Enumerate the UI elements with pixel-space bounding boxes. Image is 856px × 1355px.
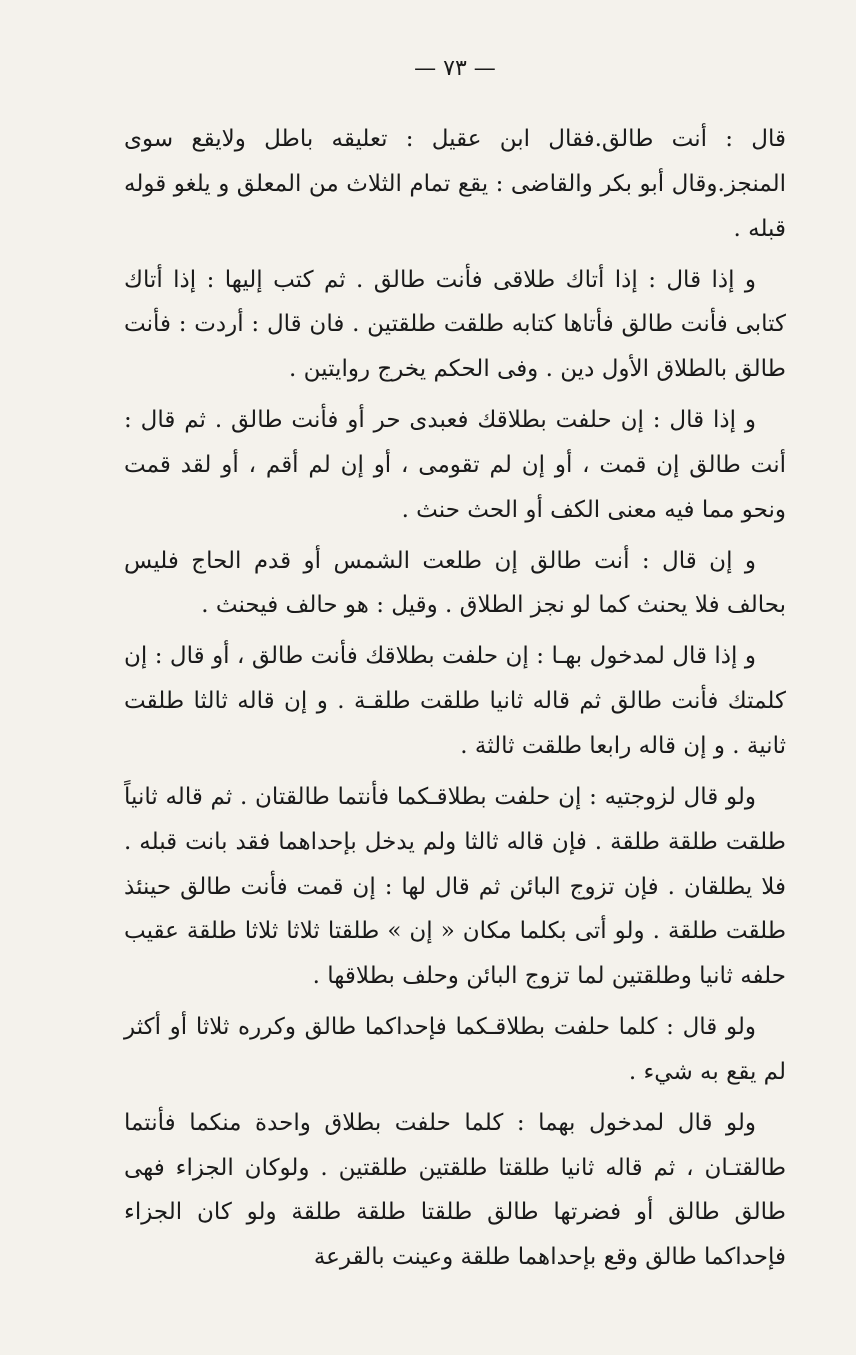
paragraph-1: قال : أنت طالق.فقال ابن عقيل : تعليقه باطل ولايقع سوى المنجز.وقال أبو بكر والقاضى : يقع تمام الثلاث من المعلق و يلغو قوله قبله . — [124, 126, 786, 242]
paragraph-6: ولو قال لزوجتيه : إن حلفت بطلاقـكما فأنتما طالقتان . ثم قاله ثانياً طلقت طلقة طلقة . فإن قاله ثالثا ولم يدخل بإحداهما فقد بانت قبله . فلا يطلقان . فإن تزوج البائن ثم قال لها : إن قمت فأنت طالق حينئذ طلقت طلقة . ولو أتى بكلما مكان « إن » طلقتا ثلاثا ثلاثا طلقة عقيب حلفه ثانيا وطلقتين لما تزوج البائن وحلف بطلاقها . — [124, 783, 786, 990]
paragraph-8: ولو قال لمدخول بهما : كلما حلفت بطلاق واحدة منكما فأنتما طالقتـان ، ثم قاله ثانيا طلقتا طلقتين طلقتين . ولوكان الجزاء فهى طالق طالق أو فضرتها طالق طلقتا طلقة طلقة ولو كان الجزاء فإحداكما طالق وقع بإحداهما طلقة وعينت بالقرعة — [124, 1109, 786, 1271]
page-number: — ٧٣ — — [414, 56, 496, 81]
paragraph-2: و إذا قال : إذا أتاك طلاقى فأنت طالق . ثم كتب إليها : إذا أتاك كتابى فأنت طالق فأتاها كتابه طلقت طلقتين . فان قال : أردت : فأنت طالق بالطلاق الأول دين . وفى الحكم يخرج روايتين . — [124, 266, 786, 383]
paragraph-7: ولو قال : كلما حلفت بطلاقـكما فإحداكما طالق وكرره ثلاثا أو أكثر لم يقع به شيء . — [124, 1014, 786, 1085]
paragraph-5: و إذا قال لمدخول بهـا : إن حلفت بطلاقك فأنت طالق ، أو قال : إن كلمتك فأنت طالق ثم قاله ثانيا طلقت طلقـة . و إن قاله ثالثا طلقت ثانية . و إن قاله رابعا طلقت ثالثة . — [124, 643, 786, 759]
body-text — [124, 117, 786, 1280]
paragraph-3: و إذا قال : إن حلفت بطلاقك فعبدى حر أو فأنت طالق . ثم قال : أنت طالق إن قمت ، أو إن لم تقومى ، أو إن لم أقم ، أو لقد قمت ونحو مما فيه معنى الكف أو الحث حنث . — [124, 407, 786, 523]
paragraph-4: و إن قال : أنت طالق إن طلعت الشمس أو قدم الحاج فليس بحالف فلا يحنث كما لو نجز الطلاق . وقيل : هو حالف فيحنث . — [124, 547, 786, 619]
